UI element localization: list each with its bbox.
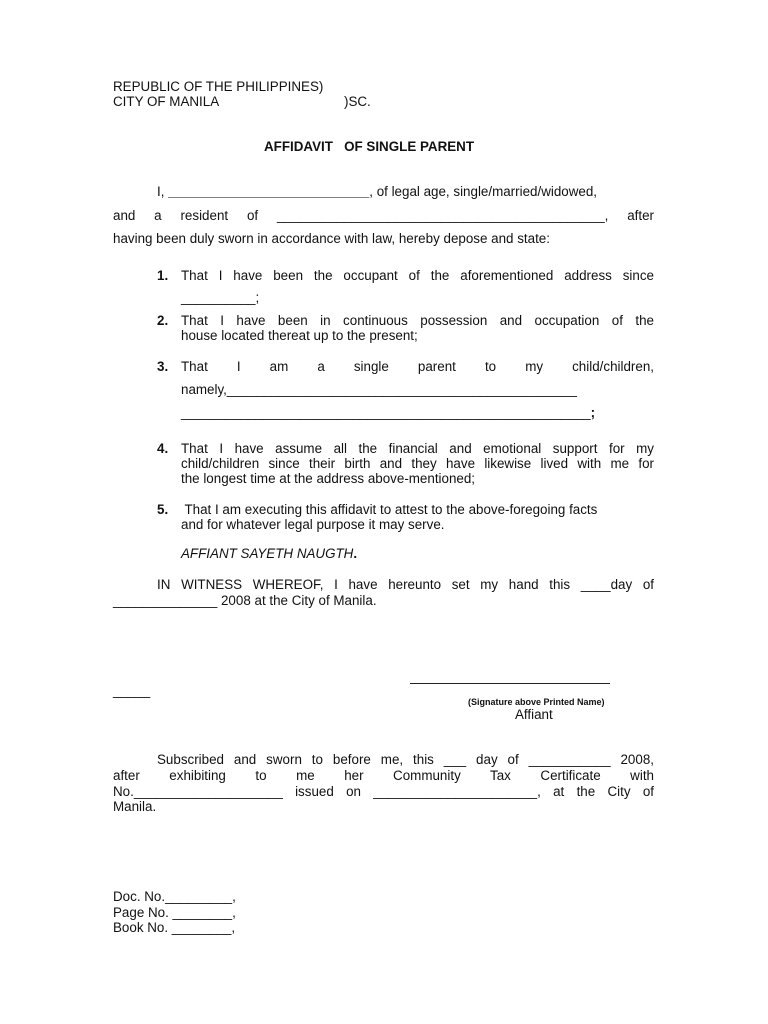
item-3-line-3 [181, 405, 595, 420]
header-city: CITY OF MANILA [113, 94, 220, 109]
item-3-line-1: That I am a single parent to my child/children, [181, 359, 654, 374]
book-number: Book No. ________, [113, 920, 236, 935]
item-4-line-1: That I have assume all the financial and emotional support for my [181, 441, 654, 456]
header-republic: REPUBLIC OF THE PHILIPPINES) [113, 79, 324, 94]
item-5-line-1: That I am executing this affidavit to attest to the above-foregoing facts [181, 502, 598, 517]
item-4-number: 4. [157, 441, 169, 456]
item-4-line-3: the longest time at the address above-mentioned; [181, 471, 476, 486]
intro-prefix: I, [157, 184, 169, 199]
item-1-line-2: __________; [181, 290, 260, 305]
item-2-line-1: That I have been in continuous possession and occupation of the [181, 313, 654, 328]
intro-line-1 [157, 184, 597, 199]
name-blank: ___________________________ [168, 184, 370, 199]
item-1-line-1: That I have been the occupant of the aforementioned address since [181, 268, 654, 283]
item-5-line-2: and for whatever legal purpose it may serve. [181, 517, 445, 532]
item-3-number: 3. [157, 359, 169, 374]
subscribed-line-2: after exhibiting to me her Community Tax Certificate with [113, 768, 654, 783]
item-2-line-2: house located thereat up to the present; [181, 328, 418, 343]
affiant-label: Affiant [515, 707, 553, 722]
intro-line-2: and a resident of ____________________________________________, after [113, 208, 654, 223]
signature-caption: (Signature above Printed Name) [468, 697, 605, 707]
page-number: Page No. ________, [113, 905, 236, 920]
item-3-line-2: namely,_______________________________________________ [181, 382, 577, 397]
item-4-line-2: child/children since their birth and they have likewise lived with me for [181, 456, 654, 471]
item-1-number: 1. [157, 268, 169, 283]
item-5-number: 5. [157, 502, 169, 517]
affiant-sayeth-text: AFFIANT SAYETH NAUGTH [181, 546, 354, 561]
document-title: AFFIDAVIT OF SINGLE PARENT [264, 139, 475, 154]
intro-line-3: having been duly sworn in accordance with law, hereby depose and state: [113, 231, 550, 246]
signature-line [410, 683, 610, 684]
subscribed-line-4: Manila. [113, 799, 157, 814]
affiant-sayeth-period: . [353, 546, 358, 561]
witness-line-1: IN WITNESS WHEREOF, I have hereunto set my hand this ____day of [157, 577, 654, 592]
item-3-semicolon: ; [590, 405, 596, 420]
witness-line-2: ______________ 2008 at the City of Manila. [113, 593, 377, 608]
affiant-sayeth [181, 546, 357, 561]
children-blank: _______________________________________________________ [181, 405, 591, 420]
doc-number: Doc. No._________, [113, 889, 236, 904]
subscribed-line-1: Subscribed and sworn to before me, this ___ day of ___________ 2008, [157, 752, 654, 767]
left-signature-blank: _____ [113, 683, 151, 698]
item-2-number: 2. [157, 313, 169, 328]
intro-suffix: , of legal age, single/married/widowed, [369, 184, 598, 199]
subscribed-line-3: No.____________________ issued on ______________________, at the City of [113, 784, 654, 799]
header-sc: )SC. [344, 94, 371, 109]
